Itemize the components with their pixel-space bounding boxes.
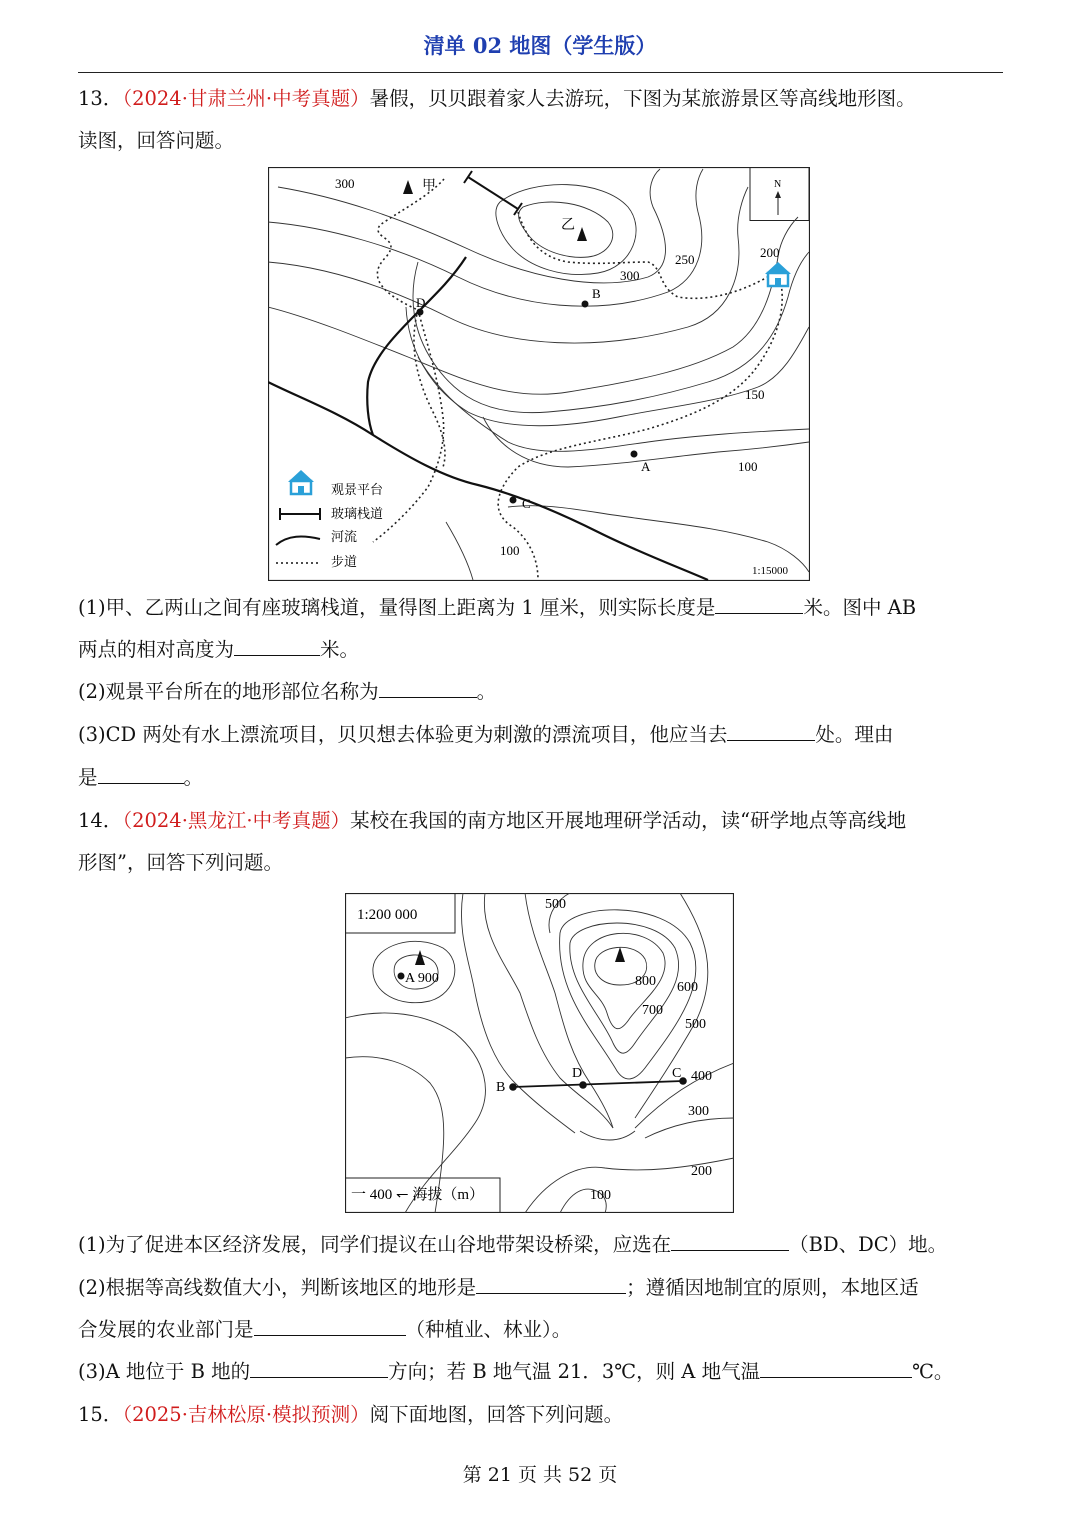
q14-sub2-text-b: ；遵循因地制宜的原则，本地区适 xyxy=(626,1276,919,1299)
q13-point-b xyxy=(582,301,589,308)
q13-sub2-text: (2)观景平台所在的地形部位名称为 xyxy=(78,680,379,703)
q13-sub1-text-c: 两点的相对高度为 xyxy=(78,638,235,661)
page-header: 清单 02 地图（学生版） xyxy=(423,33,657,58)
q13-source: （2024·甘肃兰州·中考真题） xyxy=(122,87,370,110)
q13-contour-300a: 300 xyxy=(335,176,355,191)
q14-source: （2024·黑龙江·中考真题） xyxy=(122,809,351,832)
q14-intro-text: 某校在我国的南方地区开展地理研学活动，读“研学地点等高线地 xyxy=(350,809,907,832)
q14-sub2-text: (2)根据等高线数值大小，判断该地区的地形是 xyxy=(78,1276,477,1299)
q14-sub3-text: (3)A 地位于 B 地的 xyxy=(78,1360,251,1383)
q13-contour-100a: 100 xyxy=(738,459,758,474)
q13-sub3-line1 xyxy=(78,714,1008,756)
q14-blank-direction[interactable] xyxy=(250,1357,388,1378)
q13-sub3-text: (3)CD 两处有水上漂流项目，贝贝想去体验更为刺激的漂流项目，他应当去 xyxy=(78,723,728,746)
q13-number: 13． xyxy=(78,87,123,110)
q14-sub2-text-c: 合发展的农业部门是 xyxy=(78,1318,254,1341)
q14-sub2-line2 xyxy=(78,1309,1008,1351)
q13-point-a-label: A xyxy=(641,459,651,474)
q14-sub3-text-b: 方向；若 B 地气温 21．3℃，则 A 地气温 xyxy=(388,1360,761,1383)
q14-contour-map xyxy=(345,893,734,1213)
q14-contour-300: 300 xyxy=(688,1104,709,1119)
legend-glass-walkway: 玻璃栈道 xyxy=(331,506,384,521)
q14-contour-600: 600 xyxy=(677,980,698,995)
q14-number: 14． xyxy=(78,809,123,832)
q14-point-a xyxy=(398,973,405,980)
legend-river: 河流 xyxy=(331,529,358,544)
q13-scale: 1:15000 xyxy=(752,565,789,577)
q14-contour-100: 100 xyxy=(590,1188,611,1203)
q14-point-b xyxy=(509,1083,517,1091)
q14-point-b-label: B xyxy=(496,1080,506,1095)
header-rule xyxy=(78,72,1003,73)
q13-sub3-text-c: 是 xyxy=(78,766,98,789)
q14-contour-400: 400 xyxy=(691,1069,712,1084)
q13-contour-150: 150 xyxy=(745,387,765,402)
q14-intro xyxy=(78,800,1008,842)
q14-sub2-line1 xyxy=(78,1267,1008,1309)
q14-intro-line2: 形图”，回答下列问题。 xyxy=(78,851,283,874)
legend-viewing-platform: 观景平台 xyxy=(331,482,384,497)
q14-sub2-text-d: （种植业、林业）。 xyxy=(405,1318,572,1341)
q13-sub1-line2 xyxy=(78,629,1008,671)
q13-point-d-label: D xyxy=(416,295,426,310)
q13-sub1-text: (1)甲、乙两山之间有座玻璃栈道，量得图上距离为 1 厘米，则实际长度是 xyxy=(78,596,716,619)
q13-peak-jia-label: 甲 xyxy=(422,179,436,194)
legend-trail: 步道 xyxy=(331,554,358,569)
q14-sub3 xyxy=(78,1351,1008,1393)
q15-intro-text: 阅下面地图，回答下列问题。 xyxy=(369,1403,624,1426)
q14-sub1 xyxy=(78,1224,1008,1266)
q13-sub2 xyxy=(78,671,1008,713)
q13-blank-relative-height[interactable] xyxy=(234,635,320,656)
q14-blank-bridge[interactable] xyxy=(671,1230,789,1251)
q14-legend: 一 400 ↽ 海拔（m） xyxy=(351,1187,484,1203)
q14-contour-500-top: 500 xyxy=(545,897,566,912)
q13-intro-text: 暑假，贝贝跟着家人去游玩，下图为某旅游景区等高线地形图。 xyxy=(369,87,916,110)
q13-sub1-line1 xyxy=(78,587,1008,629)
q13-point-b-label: B xyxy=(592,286,601,301)
q14-blank-agriculture[interactable] xyxy=(254,1315,406,1336)
q14-sub1-text: (1)为了促进本区经济发展，同学们提议在山谷地带架设桥梁，应选在 xyxy=(78,1233,672,1256)
q13-blank-length[interactable] xyxy=(715,593,803,614)
q13-contour-100b: 100 xyxy=(500,543,520,558)
q14-contour-200: 200 xyxy=(691,1164,712,1179)
q13-intro xyxy=(78,78,1008,120)
q13-blank-terrain[interactable] xyxy=(379,677,477,698)
q13-contour-200: 200 xyxy=(760,245,780,260)
q13-contour-map xyxy=(268,167,810,581)
q15-source: （2025·吉林松原·模拟预测） xyxy=(122,1403,370,1426)
q14-point-d xyxy=(579,1081,587,1089)
q13-sub3-text-d: 。 xyxy=(183,766,204,789)
q14-contour-500: 500 xyxy=(685,1017,706,1032)
q13-intro-line2: 读图，回答问题。 xyxy=(78,129,235,152)
page-footer: 第 21 页 共 52 页 xyxy=(462,1464,618,1486)
q14-contour-800: 800 xyxy=(635,974,656,989)
q14-scale: 1:200 000 xyxy=(357,907,418,923)
q14-sub3-text-c: ℃。 xyxy=(912,1360,954,1383)
q13-contour-300b: 300 xyxy=(620,268,640,283)
q13-point-c-label: C xyxy=(522,496,531,511)
q13-north-label: N xyxy=(774,179,782,190)
q13-sub3-text-b: 处。理由 xyxy=(815,723,894,746)
q14-blank-terrain[interactable] xyxy=(476,1273,626,1294)
q13-blank-reason[interactable] xyxy=(98,763,184,784)
q13-sub1-text-b: 米。图中 AB xyxy=(803,596,917,619)
q13-sub2-text-b: 。 xyxy=(476,680,497,703)
q13-sub1-text-d: 米。 xyxy=(320,638,360,661)
q15-intro xyxy=(78,1394,1008,1436)
q13-peak-yi-label: 乙 xyxy=(561,218,575,233)
q13-point-a xyxy=(631,451,638,458)
q14-point-d-label: D xyxy=(572,1066,583,1081)
q14-point-c-label: C xyxy=(672,1066,682,1081)
q14-sub1-text-b: （BD、DC）地。 xyxy=(789,1233,948,1256)
q13-blank-location[interactable] xyxy=(727,720,815,741)
q14-contour-700: 700 xyxy=(642,1003,663,1018)
q15-number: 15． xyxy=(78,1403,123,1426)
q13-sub3-line2 xyxy=(78,757,1008,799)
q14-point-a-label: A 900 xyxy=(405,971,439,986)
q14-blank-temperature[interactable] xyxy=(760,1357,912,1378)
q13-point-c xyxy=(510,497,517,504)
q13-contour-250: 250 xyxy=(675,252,695,267)
